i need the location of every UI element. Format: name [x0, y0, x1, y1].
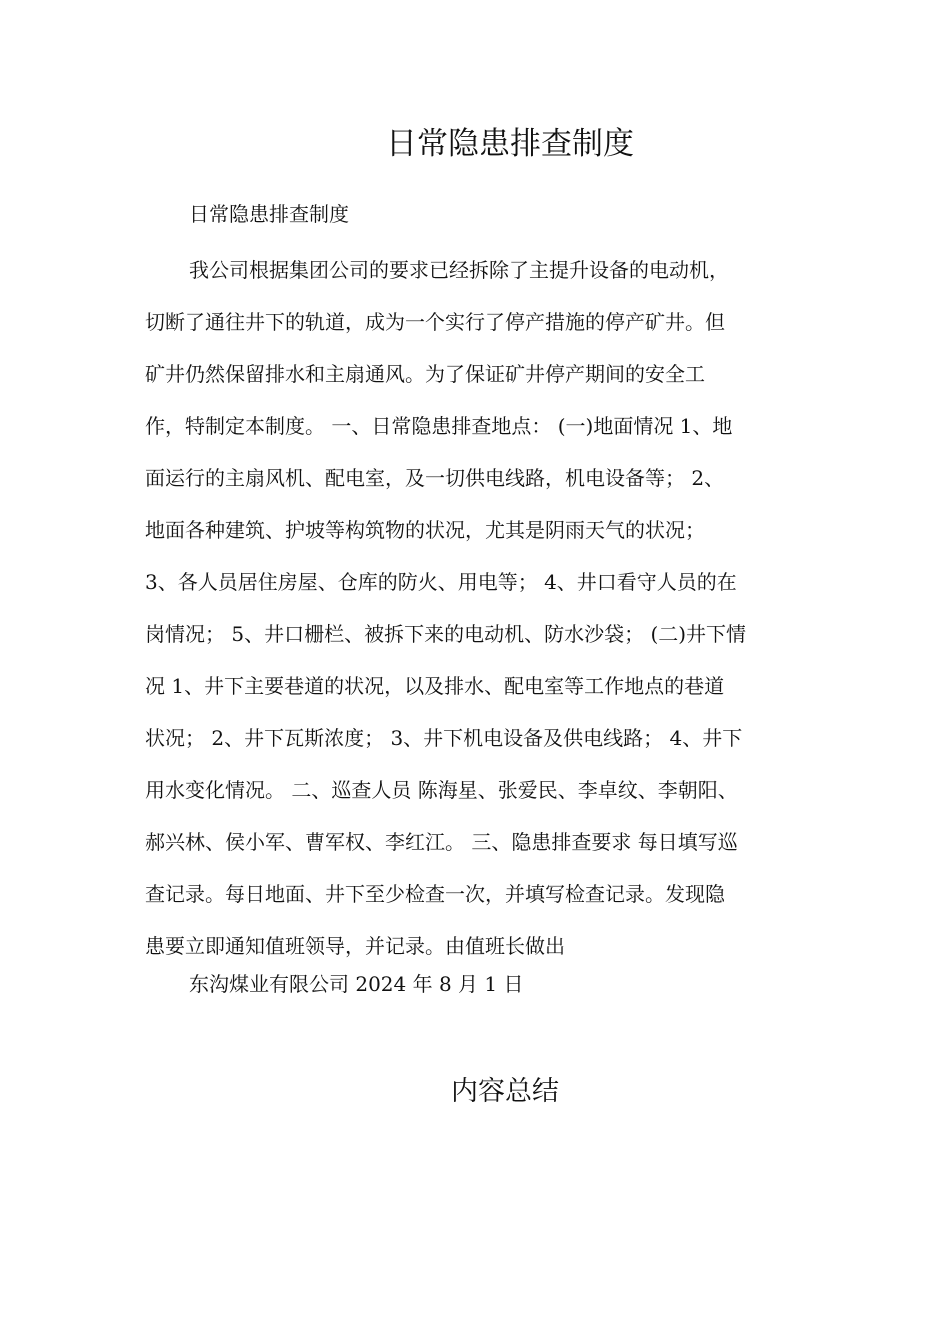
signature-line: 东沟煤业有限公司 2024 年 8 月 1 日: [189, 972, 524, 996]
body-line: 矿井仍然保留排水和主扇通风。为了保证矿井停产期间的安全工: [145, 362, 705, 386]
body-line: 查记录。每日地面、井下至少检查一次，并填写检查记录。发现隐: [145, 882, 725, 906]
body-line: 面运行的主扇风机、配电室，及一切供电线路，机电设备等； 2、: [145, 466, 725, 490]
body-line: 切断了通往井下的轨道，成为一个实行了停产措施的停产矿井。但: [145, 310, 725, 334]
document-subtitle: 日常隐患排查制度: [189, 202, 349, 226]
body-line: 郝兴林、侯小军、曹军权、李红江。 三、隐患排查要求 每日填写巡: [145, 830, 738, 854]
document-title: 日常隐患排查制度: [386, 126, 634, 162]
body-paragraph: [145, 244, 815, 972]
body-line: 3、各人员居住房屋、仓库的防火、用电等； 4、井口看守人员的在: [145, 570, 737, 594]
summary-heading: 内容总结: [451, 1076, 559, 1107]
body-line: 用水变化情况。 二、巡查人员 陈海星、张爱民、李卓纹、李朝阳、: [145, 778, 738, 802]
body-line: 况 1、井下主要巷道的状况，以及排水、配电室等工作地点的巷道: [145, 674, 725, 698]
body-line: 状况； 2、井下瓦斯浓度； 3、井下机电设备及供电线路； 4、井下: [145, 726, 743, 750]
body-line: 地面各种建筑、护坡等构筑物的状况，尤其是阴雨天气的状况；: [145, 518, 705, 542]
body-line: 作，特制定本制度。 一、日常隐患排查地点： (一)地面情况 1、地: [145, 414, 733, 438]
body-line: 岗情况； 5、井口栅栏、被拆下来的电动机、防水沙袋； (二)井下情: [145, 622, 747, 646]
body-line: 患要立即通知值班领导，并记录。由值班长做出: [145, 934, 565, 958]
body-line: 我公司根据集团公司的要求已经拆除了主提升设备的电动机，: [189, 258, 729, 282]
